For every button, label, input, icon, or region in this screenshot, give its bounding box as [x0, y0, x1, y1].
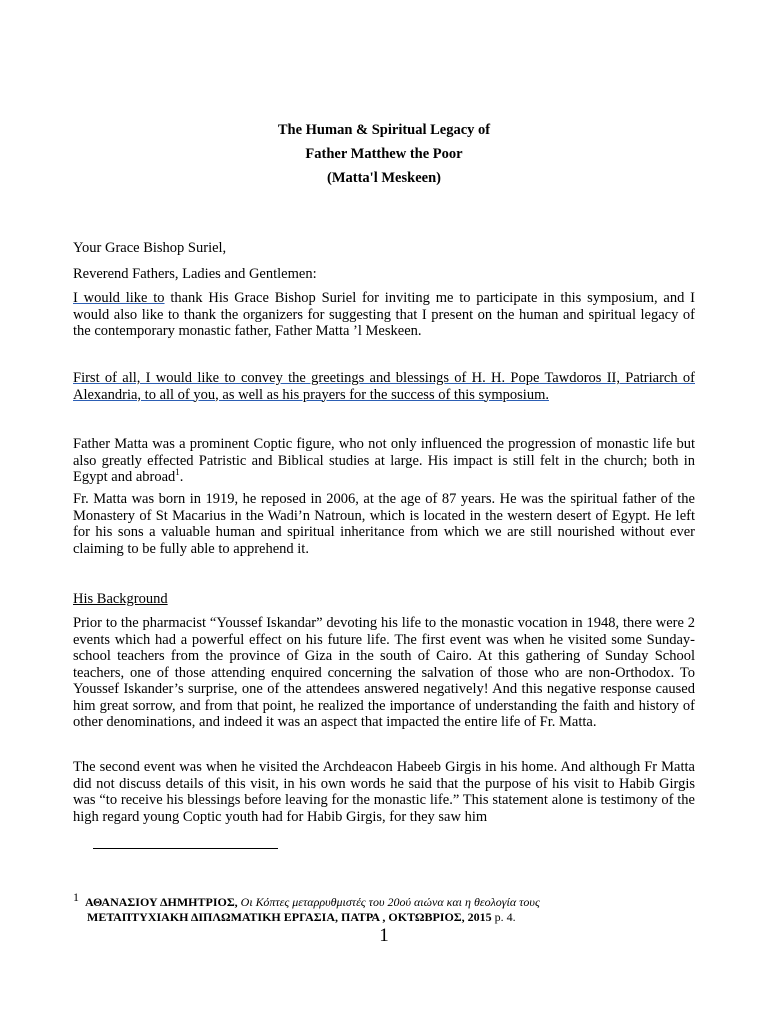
title-block: [0, 118, 768, 190]
background-heading-text: His Background: [73, 591, 168, 607]
background-text: Prior to the pharmacist “Youssef Iskandar” devoting his life to the monastic vocation in 1948, there were 2 events which had a powerful effect on his future life. The first event was when he visited some Sunday-school teachers from the province of Giza in the south of Cairo. At this gathering of Sunday School teachers, one of those attending enquired concerning the salvation of those who are non-Orthodox. To Youssef Iskander’s surprise, one of the attendees answered negatively! And this negative response caused him great sorrow, and from that point, he realized the importance of understanding the faith and history of other denominations, and indeed it was an aspect that impacted the entire life of Fr. Matta.: [73, 615, 695, 730]
background-paragraph: [73, 615, 695, 731]
father-matta-paragraph: [73, 436, 695, 486]
title-line-2: Father Matthew the Poor: [305, 146, 463, 162]
footnote-title: Οι Κόπτες μεταρρυθμιστές του 20ού αιώνα και η θεολογία τους: [237, 895, 540, 909]
footnote-number: 1: [73, 890, 79, 904]
footnote-reference[interactable]: 1: [175, 467, 180, 478]
background-heading: [73, 591, 695, 608]
father-matta-end: .: [179, 469, 184, 485]
footnote-separator: [93, 848, 278, 849]
second-event-text: The second event was when he visited the Archdeacon Habeeb Girgis in his home. And although Fr Matta did not discuss details of this visit, in his own words he said that the purpose of his visit to Habib Girgis was “to receive his blessings before leaving for the monastic life.” This statement alone is testimony of the high regard young Coptic youth had for Habib Girgis, for they saw him: [73, 759, 695, 825]
thanks-text: thank His Grace Bishop Suriel for inviting me to participate in this symposium, and I would also like to thank the organizers for suggesting that I present on the human and spiritual legacy of the contemporary monastic father, Father Matta ’l Meskeen.: [73, 290, 695, 339]
thanks-paragraph: [73, 290, 695, 340]
born-paragraph: [73, 491, 695, 557]
title-line-3: (Matta'l Meskeen): [327, 170, 441, 186]
footnote: [73, 890, 695, 925]
second-event-paragraph: [73, 759, 695, 825]
thanks-underlined-text: I would like to: [73, 290, 165, 306]
salutation-line-2: Reverend Fathers, Ladies and Gentlemen:: [73, 266, 317, 282]
greetings-paragraph: [73, 370, 695, 403]
father-matta-text: Father Matta was a prominent Coptic figure, who not only influenced the progression of monastic life but also greatly effected Patristic and Biblical studies at large. His impact is still felt in the church; both in Egypt and abroad: [73, 436, 695, 485]
footnote-author: ΑΘΑΝΑΣΙΟΥ ΔΗΜΗΤΡΙΟΣ,: [85, 895, 238, 909]
salutation-line-1: Your Grace Bishop Suriel,: [73, 240, 227, 256]
greetings-text: First of all, I would like to convey the greetings and blessings of H. H. Pope Tawdoros II, Patriarch of Alexandria, to all of you, as well as his prayers for the success of this symposium.: [73, 370, 695, 403]
page-number: 1: [379, 925, 389, 946]
title-line-1: The Human & Spiritual Legacy of: [277, 122, 491, 138]
footnote-publication: ΜΕΤΑΠΤΥΧΙΑΚΗ ΔΙΠΛΩΜΑΤΙΚΗ ΕΡΓΑΣΙΑ, ΠΑΤΡΑ , ΟΚΤΩΒΡΙΟΣ, 2015: [87, 910, 492, 924]
footnote-page: p. 4.: [491, 910, 516, 924]
born-text: Fr. Matta was born in 1919, he reposed in 2006, at the age of 87 years. He was the spiritual father of the Monastery of St Macarius in the Wadi’n Natroun, which is located in the western desert of Egypt. He left for his sons a valuable human and spiritual inheritance from which we are still nourished without ever claiming to be fully able to apprehend it.: [73, 491, 695, 557]
